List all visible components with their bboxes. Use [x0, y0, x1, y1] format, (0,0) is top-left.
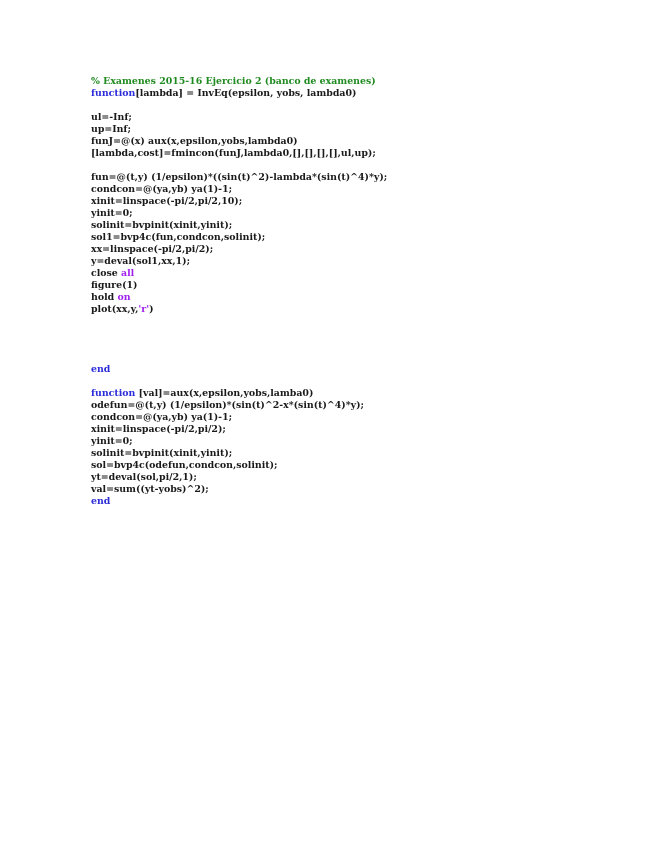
code-line — [91, 196, 387, 208]
keyword: end — [91, 364, 111, 375]
code-line — [91, 148, 387, 160]
code-line — [91, 232, 387, 244]
code-text: figure(1) — [91, 280, 138, 291]
code-line — [91, 172, 387, 184]
code-text: yt=deval(sol,pi/2,1); — [91, 472, 197, 483]
code-text: yinit=0; — [91, 208, 133, 219]
keyword: end — [91, 496, 111, 507]
code-line — [91, 184, 387, 196]
code-line — [91, 484, 387, 496]
code-line — [91, 244, 387, 256]
code-listing — [91, 76, 387, 508]
code-line — [91, 424, 387, 436]
code-line — [91, 400, 387, 412]
code-line — [91, 76, 387, 88]
code-text: [val]=aux(x,epsilon,yobs,lamba0) — [135, 388, 314, 399]
blank-line — [91, 100, 387, 112]
code-text: [lambda,cost]=fmincon(funJ,lambda0,[],[],[],[],ul,up); — [91, 148, 376, 159]
code-line — [91, 412, 387, 424]
code-line — [91, 220, 387, 232]
code-text: up=Inf; — [91, 124, 131, 135]
blank-line — [91, 352, 387, 364]
code-line — [91, 124, 387, 136]
code-text: xx=linspace(-pi/2,pi/2); — [91, 244, 214, 255]
code-text: hold — [91, 292, 118, 303]
code-text: fun=@(t,y) (1/epsilon)*((sin(t)^2)-lambda*(sin(t)^4)*y); — [91, 172, 388, 183]
blank-line — [91, 316, 387, 328]
code-text: condcon=@(ya,yb) ya(1)-1; — [91, 184, 233, 195]
code-line — [91, 292, 387, 304]
code-text: yinit=0; — [91, 436, 133, 447]
code-line — [91, 208, 387, 220]
blank-line — [91, 376, 387, 388]
blank-line — [91, 340, 387, 352]
blank-line — [91, 328, 387, 340]
code-line — [91, 460, 387, 472]
code-line — [91, 388, 387, 400]
code-text: xinit=linspace(-pi/2,pi/2); — [91, 424, 226, 435]
code-text: odefun=@(t,y) (1/epsilon)*(sin(t)^2-x*(sin(t)^4)*y); — [91, 400, 364, 411]
code-line — [91, 448, 387, 460]
code-text: [lambda] = InvEq(epsilon, yobs, lambda0) — [135, 88, 357, 99]
code-line — [91, 436, 387, 448]
code-text: ul=-Inf; — [91, 112, 132, 123]
string-literal: all — [121, 268, 135, 279]
code-line — [91, 136, 387, 148]
code-text: solinit=bvpinit(xinit,yinit); — [91, 220, 233, 231]
code-text: solinit=bvpinit(xinit,yinit); — [91, 448, 233, 459]
code-text: y=deval(sol1,xx,1); — [91, 256, 191, 267]
keyword: function — [91, 388, 136, 399]
code-text: ) — [149, 304, 154, 315]
code-text: plot(xx,y, — [91, 304, 139, 315]
comment: % Examenes 2015-16 Ejercicio 2 (banco de examenes) — [91, 76, 376, 87]
code-line — [91, 268, 387, 280]
code-text: condcon=@(ya,yb) ya(1)-1; — [91, 412, 233, 423]
code-line — [91, 88, 387, 100]
code-text: sol=bvp4c(odefun,condcon,solinit); — [91, 460, 278, 471]
code-line — [91, 304, 387, 316]
code-line — [91, 472, 387, 484]
code-text: funJ=@(x) aux(x,epsilon,yobs,lambda0) — [91, 136, 298, 147]
code-text: close — [91, 268, 122, 279]
code-line — [91, 496, 387, 508]
code-line — [91, 256, 387, 268]
string-literal: 'r' — [138, 304, 150, 315]
code-line — [91, 364, 387, 376]
code-line — [91, 112, 387, 124]
code-line — [91, 280, 387, 292]
code-text: xinit=linspace(-pi/2,pi/2,10); — [91, 196, 243, 207]
keyword: function — [91, 88, 136, 99]
blank-line — [91, 160, 387, 172]
code-text: val=sum((yt-yobs)^2); — [91, 484, 209, 495]
code-text: sol1=bvp4c(fun,condcon,solinit); — [91, 232, 266, 243]
string-literal: on — [117, 292, 131, 303]
